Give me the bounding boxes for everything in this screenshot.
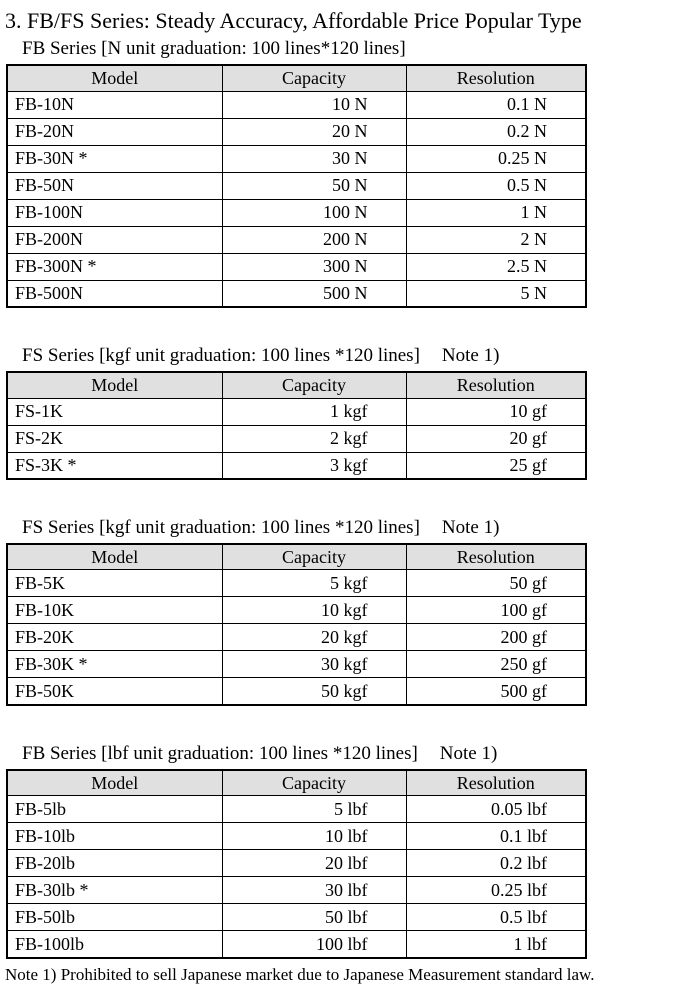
cell-resolution: 10 gf [406,398,586,425]
cell-resolution: 2.5 N [406,253,586,280]
cell-capacity: 100 N [222,199,406,226]
section-note-ref: Note 1) [439,742,498,764]
column-header-resolution: Resolution [406,770,586,796]
cell-resolution: 200 gf [406,624,586,651]
cell-capacity: 30 lbf [222,877,406,904]
cell-model: FS-3K * [7,452,222,479]
table-header-row [7,372,586,398]
cell-resolution: 0.2 N [406,118,586,145]
column-header-capacity: Capacity [222,65,406,91]
table-row [7,850,586,877]
spec-table [6,769,587,959]
cell-model: FB-20lb [7,850,222,877]
cell-capacity: 5 kgf [222,570,406,597]
column-header-model: Model [7,770,222,796]
section-note-ref: Note 1) [441,517,500,539]
table-row [7,253,586,280]
cell-model: FB-100N [7,199,222,226]
table-header-row [7,544,586,570]
column-header-capacity: Capacity [222,544,406,570]
table-row [7,425,586,452]
table-row [7,931,586,958]
table-row [7,280,586,307]
cell-capacity: 5 lbf [222,796,406,823]
table-row [7,877,586,904]
column-header-model: Model [7,65,222,91]
cell-capacity: 2 kgf [222,425,406,452]
cell-capacity: 10 kgf [222,597,406,624]
cell-capacity: 10 N [222,91,406,118]
cell-model: FB-100lb [7,931,222,958]
cell-model: FS-1K [7,398,222,425]
cell-capacity: 10 lbf [222,823,406,850]
cell-model: FB-50N [7,172,222,199]
table-row [7,823,586,850]
cell-model: FB-10N [7,91,222,118]
cell-model: FB-5K [7,570,222,597]
cell-model: FB-500N [7,280,222,307]
table-row [7,226,586,253]
cell-resolution: 0.1 N [406,91,586,118]
cell-capacity: 20 lbf [222,850,406,877]
cell-model: FB-30N * [7,145,222,172]
table-row [7,624,586,651]
cell-capacity: 20 N [222,118,406,145]
cell-model: FB-5lb [7,796,222,823]
cell-capacity: 3 kgf [222,452,406,479]
cell-model: FS-2K [7,425,222,452]
cell-resolution: 0.25 N [406,145,586,172]
cell-model: FB-50K [7,678,222,705]
column-header-resolution: Resolution [406,65,586,91]
table-row [7,651,586,678]
cell-resolution: 2 N [406,226,586,253]
cell-resolution: 5 N [406,280,586,307]
column-header-resolution: Resolution [406,372,586,398]
cell-resolution: 250 gf [406,651,586,678]
section-heading-text: FB Series [lbf unit graduation: 100 lines *120 lines] [22,742,418,764]
cell-model: FB-20N [7,118,222,145]
table-row [7,452,586,479]
table-row [7,91,586,118]
section-heading-text: FB Series [N unit graduation: 100 lines*120 lines] [22,38,406,60]
series-section [5,38,673,308]
table-row [7,570,586,597]
cell-model: FB-30lb * [7,877,222,904]
cell-model: FB-20K [7,624,222,651]
cell-capacity: 20 kgf [222,624,406,651]
cell-model: FB-30K * [7,651,222,678]
column-header-capacity: Capacity [222,372,406,398]
table-row [7,597,586,624]
section-heading [22,38,673,60]
table-header-row [7,770,586,796]
cell-model: FB-300N * [7,253,222,280]
cell-resolution: 0.5 N [406,172,586,199]
column-header-model: Model [7,372,222,398]
cell-resolution: 1 lbf [406,931,586,958]
table-row [7,118,586,145]
column-header-model: Model [7,544,222,570]
cell-model: FB-10lb [7,823,222,850]
column-header-capacity: Capacity [222,770,406,796]
table-body [7,398,586,479]
cell-resolution: 0.5 lbf [406,904,586,931]
cell-capacity: 50 lbf [222,904,406,931]
footnote: Note 1) Prohibited to sell Japanese market due to Japanese Measurement standard law. [5,964,595,984]
cell-capacity: 30 N [222,145,406,172]
section-heading [22,517,673,539]
cell-model: FB-200N [7,226,222,253]
table-row [7,199,586,226]
cell-resolution: 0.2 lbf [406,850,586,877]
spec-table [6,64,587,308]
cell-resolution: 20 gf [406,425,586,452]
table-row [7,678,586,705]
series-section [5,743,673,959]
cell-capacity: 50 kgf [222,678,406,705]
section-heading-text: FS Series [kgf unit graduation: 100 lines *120 lines] [22,517,420,539]
sections-container [5,38,673,958]
cell-capacity: 500 N [222,280,406,307]
cell-model: FB-10K [7,597,222,624]
cell-resolution: 50 gf [406,570,586,597]
cell-capacity: 30 kgf [222,651,406,678]
spec-table [6,543,587,706]
cell-resolution: 500 gf [406,678,586,705]
column-header-resolution: Resolution [406,544,586,570]
series-section [5,517,673,706]
table-body [7,91,586,307]
table-body [7,796,586,958]
cell-resolution: 0.05 lbf [406,796,586,823]
cell-capacity: 100 lbf [222,931,406,958]
section-note-ref: Note 1) [441,345,500,367]
cell-resolution: 0.25 lbf [406,877,586,904]
table-row [7,398,586,425]
cell-capacity: 200 N [222,226,406,253]
cell-resolution: 100 gf [406,597,586,624]
table-row [7,145,586,172]
cell-resolution: 0.1 lbf [406,823,586,850]
section-heading-text: FS Series [kgf unit graduation: 100 lines *120 lines] [22,345,420,367]
table-row [7,904,586,931]
cell-capacity: 1 kgf [222,398,406,425]
cell-model: FB-50lb [7,904,222,931]
cell-resolution: 25 gf [406,452,586,479]
section-heading [22,345,673,367]
cell-capacity: 300 N [222,253,406,280]
section-heading [22,743,673,765]
cell-capacity: 50 N [222,172,406,199]
cell-resolution: 1 N [406,199,586,226]
series-section [5,345,673,480]
table-row [7,796,586,823]
page-title: 3. FB/FS Series: Steady Accuracy, Affordable Price Popular Type [5,8,582,33]
spec-table [6,371,587,480]
table-row [7,172,586,199]
table-body [7,570,586,705]
table-header-row [7,65,586,91]
